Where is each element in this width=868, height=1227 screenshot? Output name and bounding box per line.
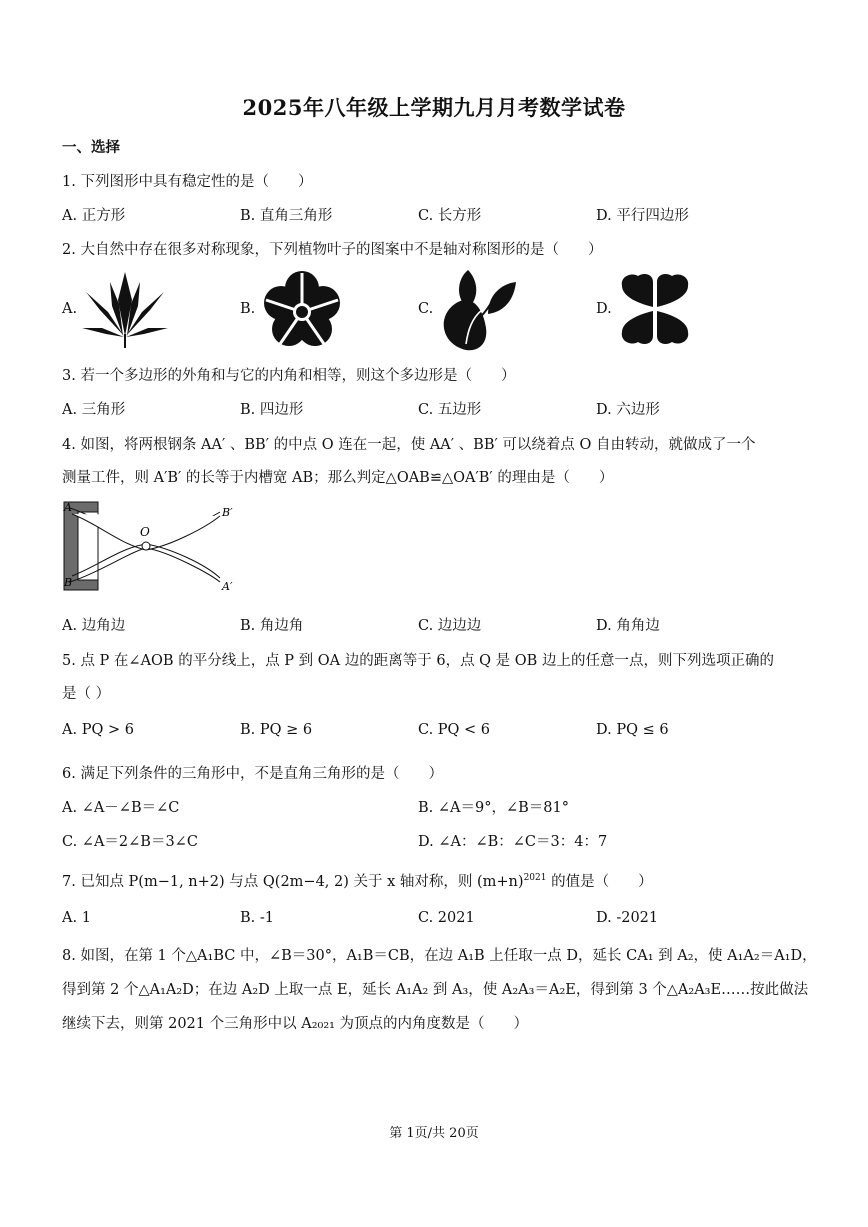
q7-stem-suffix: 的值是（ ） <box>546 874 653 890</box>
question-5-line-1: 5. 点 P 在∠AOB 的平分线上，点 P 到 OA 边的距离等于 6，点 Q 是 OB 边上的任意一点，则下列选项正确的 <box>62 653 774 669</box>
question-5-line-2: 是（ ） <box>62 686 111 702</box>
question-7-stem <box>62 870 653 891</box>
three-leaves-icon <box>438 268 518 352</box>
q5-option-d: D. PQ ≤ 6 <box>596 722 669 738</box>
page-title: 2025年八年级上学期九月月考数学试卷 <box>242 95 626 120</box>
label-a-prime: A′ <box>222 580 233 593</box>
q2-option-a-label: A. <box>62 301 78 317</box>
q2-option-b-label: B. <box>240 301 256 317</box>
q2-option-d-label: D. <box>596 301 612 317</box>
question-8-line-1: 8. 如图，在第 1 个△A₁BC 中，∠B＝30°，A₁B＝CB，在边 A₁B 上任取一点 D，延长 CA₁ 到 A₂，使 A₁A₂＝A₁D， <box>62 948 817 964</box>
q7-option-d: D. -2021 <box>596 910 659 926</box>
q7-option-a: A. 1 <box>62 910 91 926</box>
four-leaf-clover-icon <box>618 272 692 346</box>
measuring-tool-figure <box>60 498 250 596</box>
q3-option-a: A. 三角形 <box>62 402 126 418</box>
question-6-stem: 6. 满足下列条件的三角形中，不是直角三角形的是（ ） <box>62 766 443 782</box>
q4-option-c: C. 边边边 <box>418 618 482 634</box>
q1-option-d: D. 平行四边形 <box>596 208 689 224</box>
page-footer: 第 1页/共 20页 <box>389 1126 479 1141</box>
question-1-stem: 1. 下列图形中具有稳定性的是（ ） <box>62 174 313 190</box>
q5-option-a: A. PQ > 6 <box>62 722 134 738</box>
q1-option-c: C. 长方形 <box>418 208 482 224</box>
label-b-prime: B′ <box>222 506 233 519</box>
five-petal-flower-icon <box>262 270 342 350</box>
q1-option-b: B. 直角三角形 <box>240 208 333 224</box>
q3-option-b: B. 四边形 <box>240 402 304 418</box>
q2-option-c-label: C. <box>418 301 434 317</box>
cannabis-leaf-icon <box>82 270 168 348</box>
q4-option-d: D. 角角边 <box>596 618 660 634</box>
q7-option-c: C. 2021 <box>418 910 475 926</box>
q7-option-b: B. -1 <box>240 910 274 926</box>
label-b: B <box>64 576 73 589</box>
q7-exponent: 2021 <box>523 873 547 884</box>
q4-option-b: B. 角边角 <box>240 618 304 634</box>
q4-option-a: A. 边角边 <box>62 618 126 634</box>
q6-option-a: A. ∠A－∠B＝∠C <box>62 800 180 816</box>
question-2-stem: 2. 大自然中存在很多对称现象，下列植物叶子的图案中不是轴对称图形的是（ ） <box>62 242 603 258</box>
q6-option-d: D. ∠A：∠B：∠C＝3：4：7 <box>418 834 608 850</box>
q6-option-b: B. ∠A＝9°，∠B＝81° <box>418 800 569 816</box>
label-a: A <box>64 501 72 514</box>
q3-option-d: D. 六边形 <box>596 402 660 418</box>
question-8-line-3: 继续下去，则第 2021 个三角形中以 A₂₀₂₁ 为顶点的内角度数是（ ） <box>62 1016 529 1032</box>
section-heading: 一、选择 <box>62 139 120 156</box>
label-o: O <box>140 525 150 539</box>
q3-option-c: C. 五边形 <box>418 402 482 418</box>
q7-stem-prefix: 7. 已知点 P(m−1, n+2) 与点 Q(2m−4, 2) 关于 x 轴对称，则 (m+n) <box>62 874 524 890</box>
q5-option-b: B. PQ ≥ 6 <box>240 722 313 738</box>
question-4-line-1: 4. 如图，将两根钢条 AA′ 、BB′ 的中点 O 连在一起，使 AA′ 、BB′ 可以绕着点 O 自由转动，就做成了一个 <box>62 437 756 453</box>
question-8-line-2: 得到第 2 个△A₁A₂D；在边 A₂D 上取一点 E，延长 A₁A₂ 到 A₃，使 A₂A₃＝A₂E，得到第 3 个△A₂A₃E……按此做法 <box>62 982 809 998</box>
q1-option-a: A. 正方形 <box>62 208 126 224</box>
q5-option-c: C. PQ < 6 <box>418 722 491 738</box>
q6-option-c: C. ∠A＝2∠B＝3∠C <box>62 834 198 850</box>
question-4-line-2: 测量工件，则 A′B′ 的长等于内槽宽 AB；那么判定△OAB≌△OA′B′ 的理由是（ ） <box>62 470 614 486</box>
question-3-stem: 3. 若一个多边形的外角和与它的内角和相等，则这个多边形是（ ） <box>62 368 516 384</box>
